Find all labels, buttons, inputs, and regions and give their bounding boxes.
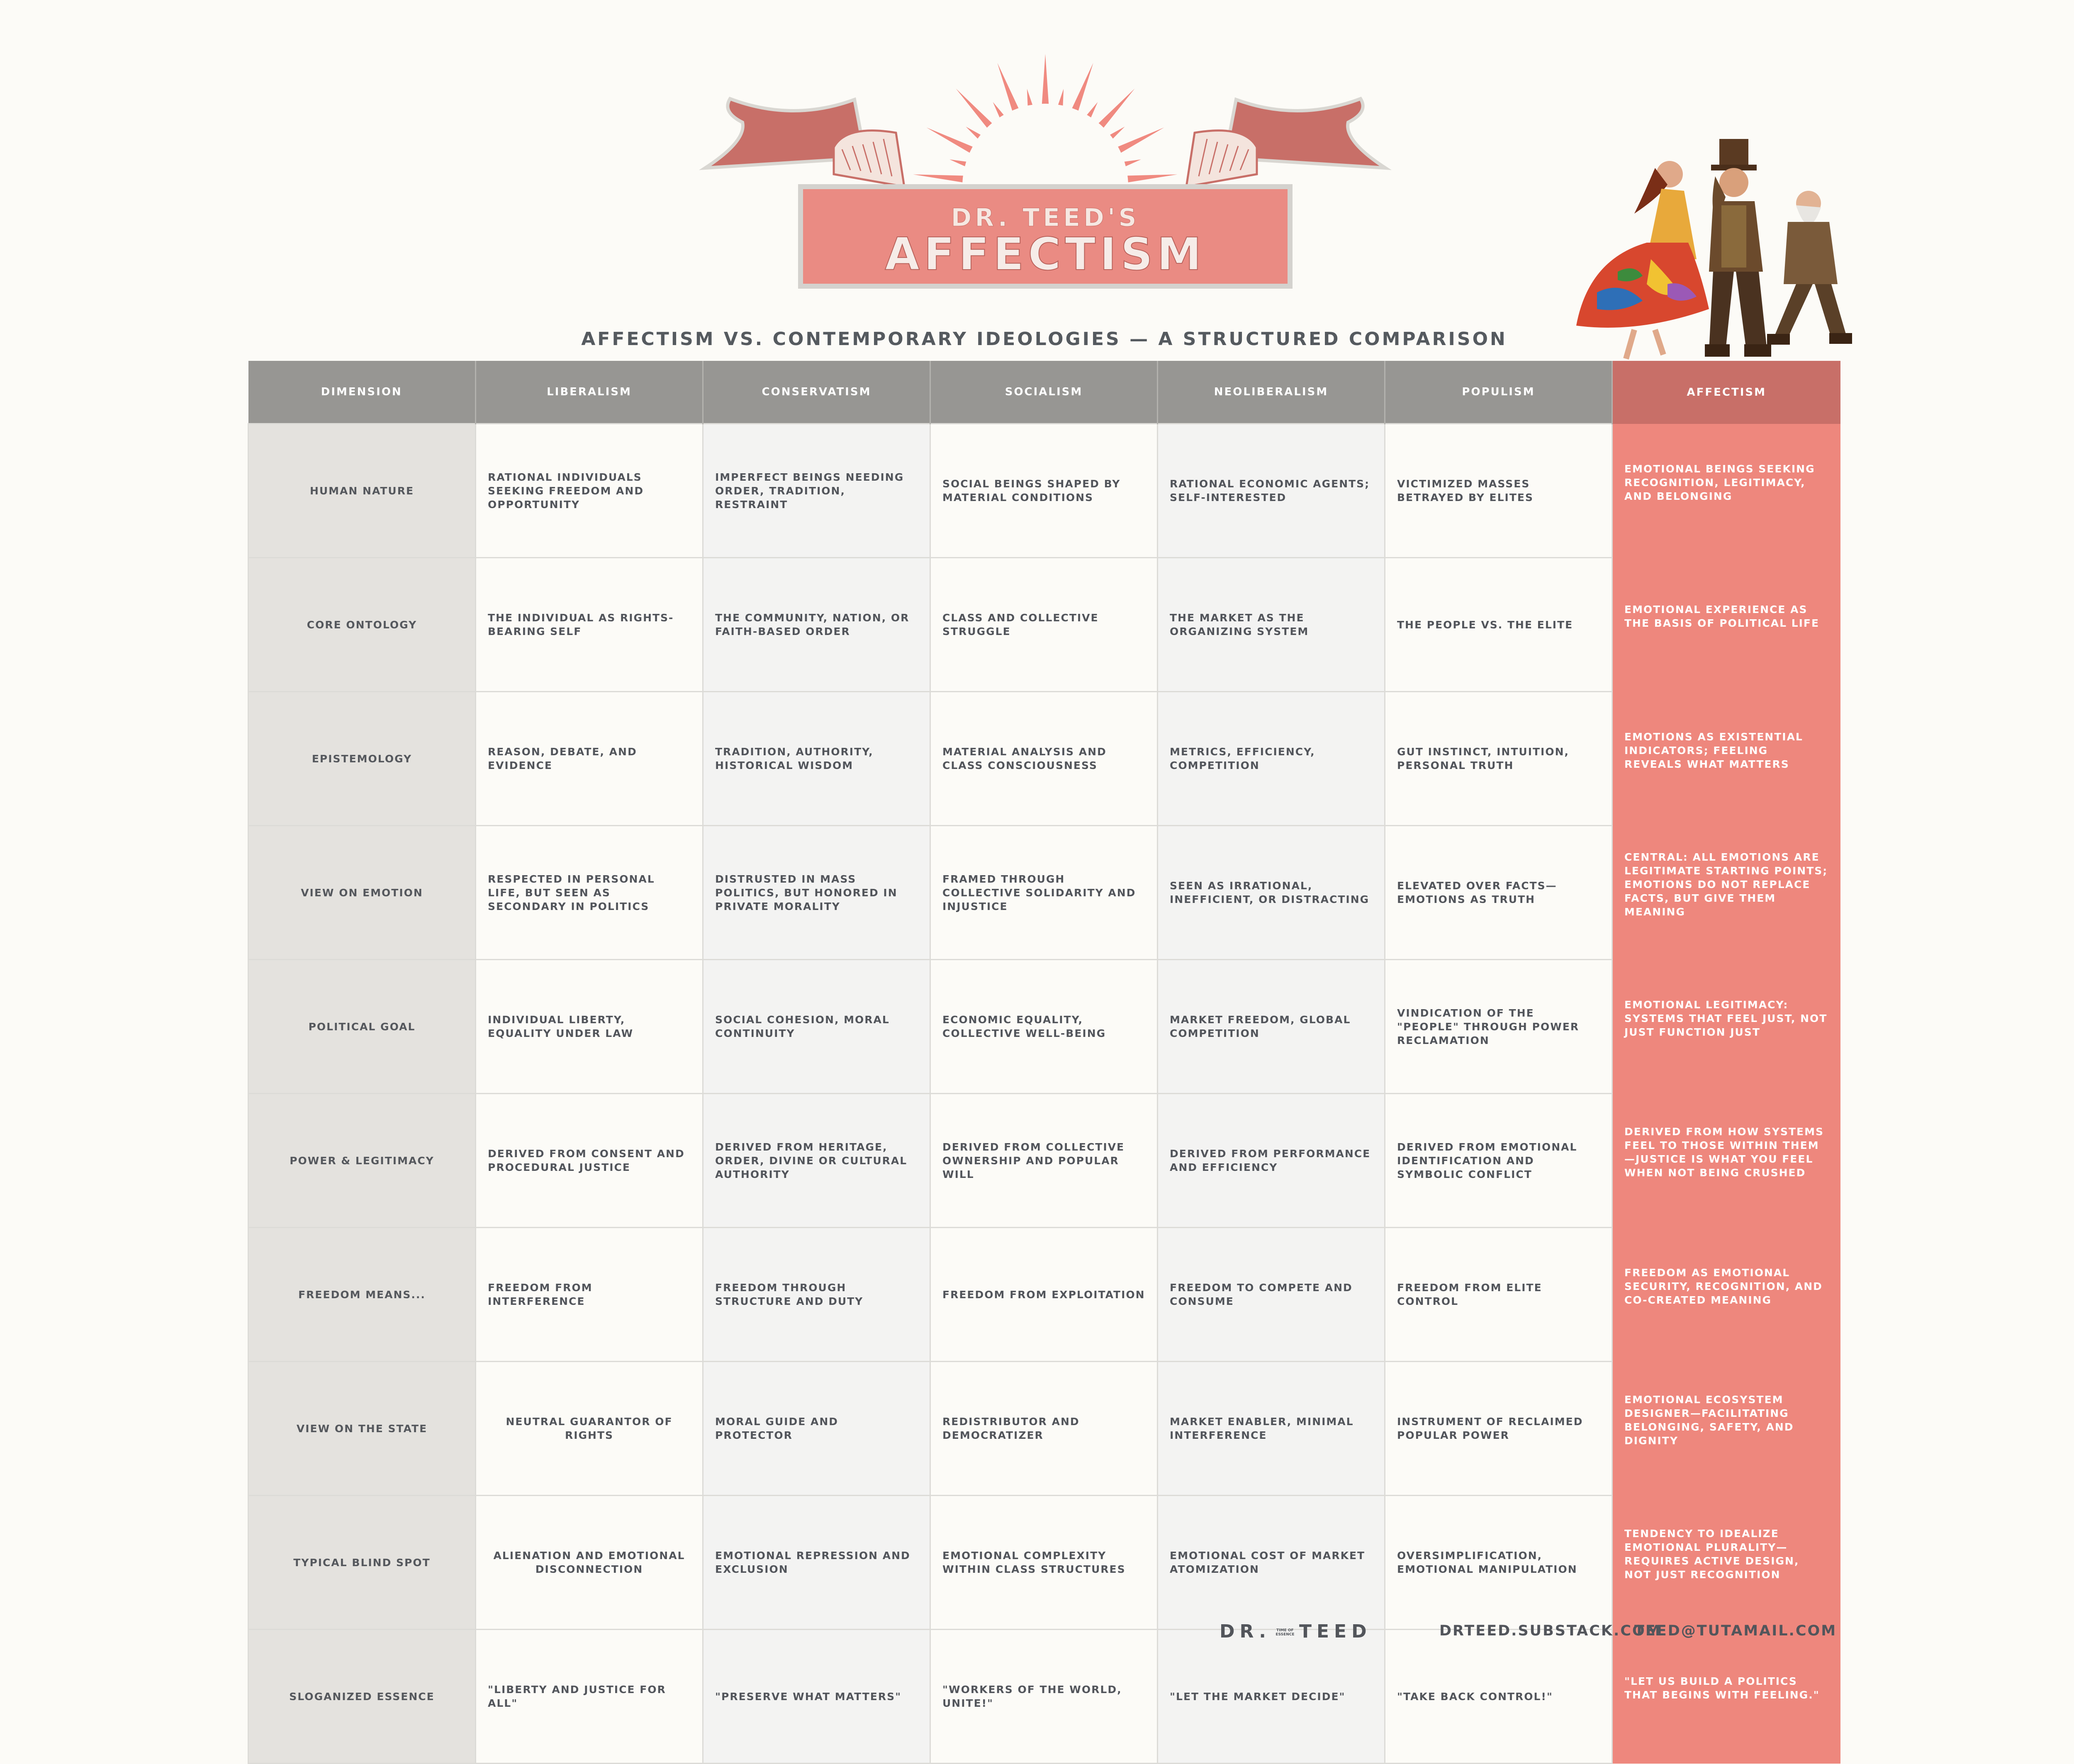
table-row <box>248 960 1840 1094</box>
cell-socialism: SOCIAL BEINGS SHAPED BY MATERIAL CONDITIONS <box>930 424 1158 558</box>
cell-affectism: EMOTIONS AS EXISTENTIAL INDICATORS; FEELING REVEALS WHAT MATTERS <box>1612 692 1840 826</box>
cell-affectism: EMOTIONAL EXPERIENCE AS THE BASIS OF POLITICAL LIFE <box>1612 558 1840 692</box>
dancing-old-man <box>1767 191 1852 345</box>
row-dimension: EPISTEMOLOGY <box>248 692 476 826</box>
cell-liberalism: THE INDIVIDUAL AS RIGHTS-BEARING SELF <box>476 558 703 692</box>
header-dimension: DIMENSION <box>248 361 476 424</box>
cell-populism: INSTRUMENT OF RECLAIMED POPULAR POWER <box>1385 1362 1612 1496</box>
table-header-row <box>248 361 1840 424</box>
cell-conservatism: THE COMMUNITY, NATION, OR FAITH-BASED ORDER <box>703 558 930 692</box>
table-row <box>248 826 1840 960</box>
cell-populism: OVERSIMPLIFICATION, EMOTIONAL MANIPULATION <box>1385 1496 1612 1630</box>
page-subtitle: AFFECTISM VS. CONTEMPORARY IDEOLOGIES — A STRUCTURED COMPARISON <box>581 328 1507 350</box>
dancing-man-top-hat <box>1705 139 1771 357</box>
logo-tagline: TIME OF ESSENCE <box>1276 1628 1295 1637</box>
cell-socialism: FRAMED THROUGH COLLECTIVE SOLIDARITY AND INJUSTICE <box>930 826 1158 960</box>
table-row <box>248 692 1840 826</box>
cell-neoliberalism: DERIVED FROM PERFORMANCE AND EFFICIENCY <box>1158 1094 1385 1228</box>
comparison-table <box>248 361 1840 1764</box>
cell-affectism: DERIVED FROM HOW SYSTEMS FEEL TO THOSE WITHIN THEM—JUSTICE IS WHAT YOU FEEL WHEN NOT BEING CRUSHED <box>1612 1094 1840 1228</box>
cell-populism: VINDICATION OF THE "PEOPLE" THROUGH POWER RECLAMATION <box>1385 960 1612 1094</box>
cell-affectism: EMOTIONAL BEINGS SEEKING RECOGNITION, LEGITIMACY, AND BELONGING <box>1612 424 1840 558</box>
cell-affectism: TENDENCY TO IDEALIZE EMOTIONAL PLURALITY—REQUIRES ACTIVE DESIGN, NOT JUST RECOGNITION <box>1612 1496 1840 1630</box>
row-dimension: POLITICAL GOAL <box>248 960 476 1094</box>
cell-neoliberalism: EMOTIONAL COST OF MARKET ATOMIZATION <box>1158 1496 1385 1630</box>
cell-conservatism: "PRESERVE WHAT MATTERS" <box>703 1630 930 1764</box>
banner-small-text: DR. TEED'S <box>951 203 1140 232</box>
cell-neoliberalism: MARKET ENABLER, MINIMAL INTERFERENCE <box>1158 1362 1385 1496</box>
row-dimension: VIEW ON THE STATE <box>248 1362 476 1496</box>
cell-socialism: REDISTRIBUTOR AND DEMOCRATIZER <box>930 1362 1158 1496</box>
logo-right: TEED <box>1299 1621 1372 1642</box>
banner-big-text: AFFECTISM <box>885 229 1206 280</box>
cell-neoliberalism: FREEDOM TO COMPETE AND CONSUME <box>1158 1228 1385 1362</box>
cell-liberalism: FREEDOM FROM INTERFERENCE <box>476 1228 703 1362</box>
cell-socialism: EMOTIONAL COMPLEXITY WITHIN CLASS STRUCTURES <box>930 1496 1158 1630</box>
header-liberalism: LIBERALISM <box>476 361 703 424</box>
footer <box>1220 1621 1837 1646</box>
cell-affectism: CENTRAL: ALL EMOTIONS ARE LEGITIMATE STARTING POINTS; EMOTIONS DO NOT REPLACE FACTS, BUT GIVE THEM MEANING <box>1612 826 1840 960</box>
cell-socialism: FREEDOM FROM EXPLOITATION <box>930 1228 1158 1362</box>
table-row <box>248 424 1840 558</box>
sun-disc <box>962 104 1128 187</box>
row-dimension: POWER & LEGITIMACY <box>248 1094 476 1228</box>
logo-left: DR. <box>1220 1621 1271 1642</box>
affectism-banner-logo <box>697 50 1394 294</box>
cell-populism: DERIVED FROM EMOTIONAL IDENTIFICATION AND SYMBOLIC CONFLICT <box>1385 1094 1612 1228</box>
row-dimension: VIEW ON EMOTION <box>248 826 476 960</box>
cell-socialism: CLASS AND COLLECTIVE STRUGGLE <box>930 558 1158 692</box>
row-dimension: CORE ONTOLOGY <box>248 558 476 692</box>
table-row <box>248 1362 1840 1496</box>
cell-liberalism: ALIENATION AND EMOTIONAL DISCONNECTION <box>476 1496 703 1630</box>
cell-conservatism: DISTRUSTED IN MASS POLITICS, BUT HONORED IN PRIVATE MORALITY <box>703 826 930 960</box>
cell-neoliberalism: THE MARKET AS THE ORGANIZING SYSTEM <box>1158 558 1385 692</box>
cell-conservatism: SOCIAL COHESION, MORAL CONTINUITY <box>703 960 930 1094</box>
cell-populism: GUT INSTINCT, INTUITION, PERSONAL TRUTH <box>1385 692 1612 826</box>
cell-socialism: DERIVED FROM COLLECTIVE OWNERSHIP AND POPULAR WILL <box>930 1094 1158 1228</box>
cell-conservatism: DERIVED FROM HERITAGE, ORDER, DIVINE OR CULTURAL AUTHORITY <box>703 1094 930 1228</box>
cell-neoliberalism: METRICS, EFFICIENCY, COMPETITION <box>1158 692 1385 826</box>
cell-affectism: EMOTIONAL LEGITIMACY: SYSTEMS THAT FEEL JUST, NOT JUST FUNCTION JUST <box>1612 960 1840 1094</box>
cell-neoliberalism: MARKET FREEDOM, GLOBAL COMPETITION <box>1158 960 1385 1094</box>
cell-affectism: EMOTIONAL ECOSYSTEM DESIGNER—FACILITATING BELONGING, SAFETY, AND DIGNITY <box>1612 1362 1840 1496</box>
cell-liberalism: "LIBERTY AND JUSTICE FOR ALL" <box>476 1630 703 1764</box>
cell-liberalism: RATIONAL INDIVIDUALS SEEKING FREEDOM AND OPPORTUNITY <box>476 424 703 558</box>
header-neoliberalism: NEOLIBERALISM <box>1158 361 1385 424</box>
substack-link[interactable]: DRTEED.SUBSTACK.COM <box>1439 1623 1662 1639</box>
cell-liberalism: INDIVIDUAL LIBERTY, EQUALITY UNDER LAW <box>476 960 703 1094</box>
dr-teed-logo <box>1220 1621 1372 1642</box>
cell-neoliberalism: RATIONAL ECONOMIC AGENTS; SELF-INTERESTED <box>1158 424 1385 558</box>
email-link[interactable]: TEED@TUTAMAIL.COM <box>1634 1623 1837 1639</box>
cell-conservatism: MORAL GUIDE AND PROTECTOR <box>703 1362 930 1496</box>
cell-conservatism: IMPERFECT BEINGS NEEDING ORDER, TRADITION, RESTRAINT <box>703 424 930 558</box>
cell-conservatism: EMOTIONAL REPRESSION AND EXCLUSION <box>703 1496 930 1630</box>
cell-neoliberalism: "LET THE MARKET DECIDE" <box>1158 1630 1385 1764</box>
table-row <box>248 1496 1840 1630</box>
row-dimension: HUMAN NATURE <box>248 424 476 558</box>
cell-liberalism: RESPECTED IN PERSONAL LIFE, BUT SEEN AS SECONDARY IN POLITICS <box>476 826 703 960</box>
cell-populism: THE PEOPLE VS. THE ELITE <box>1385 558 1612 692</box>
table-row <box>248 1228 1840 1362</box>
cell-liberalism: DERIVED FROM CONSENT AND PROCEDURAL JUSTICE <box>476 1094 703 1228</box>
cell-populism: ELEVATED OVER FACTS—EMOTIONS AS TRUTH <box>1385 826 1612 960</box>
cell-affectism: "LET US BUILD A POLITICS THAT BEGINS WITH FEELING." <box>1612 1630 1840 1764</box>
table-row <box>248 1094 1840 1228</box>
cell-liberalism: REASON, DEBATE, AND EVIDENCE <box>476 692 703 826</box>
cell-liberalism: NEUTRAL GUARANTOR OF RIGHTS <box>476 1362 703 1496</box>
cell-neoliberalism: SEEN AS IRRATIONAL, INEFFICIENT, OR DISTRACTING <box>1158 826 1385 960</box>
cell-populism: "TAKE BACK CONTROL!" <box>1385 1630 1612 1764</box>
cell-socialism: MATERIAL ANALYSIS AND CLASS CONSCIOUSNESS <box>930 692 1158 826</box>
cell-socialism: "WORKERS OF THE WORLD, UNITE!" <box>930 1630 1158 1764</box>
header-populism: POPULISM <box>1385 361 1612 424</box>
cell-conservatism: FREEDOM THROUGH STRUCTURE AND DUTY <box>703 1228 930 1362</box>
row-dimension: TYPICAL BLIND SPOT <box>248 1496 476 1630</box>
table-row <box>248 1630 1840 1764</box>
cell-affectism: FREEDOM AS EMOTIONAL SECURITY, RECOGNITION, AND CO-CREATED MEANING <box>1612 1228 1840 1362</box>
cell-conservatism: TRADITION, AUTHORITY, HISTORICAL WISDOM <box>703 692 930 826</box>
header-affectism: AFFECTISM <box>1612 361 1840 424</box>
cell-socialism: ECONOMIC EQUALITY, COLLECTIVE WELL-BEING <box>930 960 1158 1094</box>
row-dimension: SLOGANIZED ESSENCE <box>248 1630 476 1764</box>
cell-populism: VICTIMIZED MASSES BETRAYED BY ELITES <box>1385 424 1612 558</box>
row-dimension: FREEDOM MEANS... <box>248 1228 476 1362</box>
table-row <box>248 558 1840 692</box>
header-conservatism: CONSERVATISM <box>703 361 930 424</box>
header-socialism: SOCIALISM <box>930 361 1158 424</box>
cell-populism: FREEDOM FROM ELITE CONTROL <box>1385 1228 1612 1362</box>
